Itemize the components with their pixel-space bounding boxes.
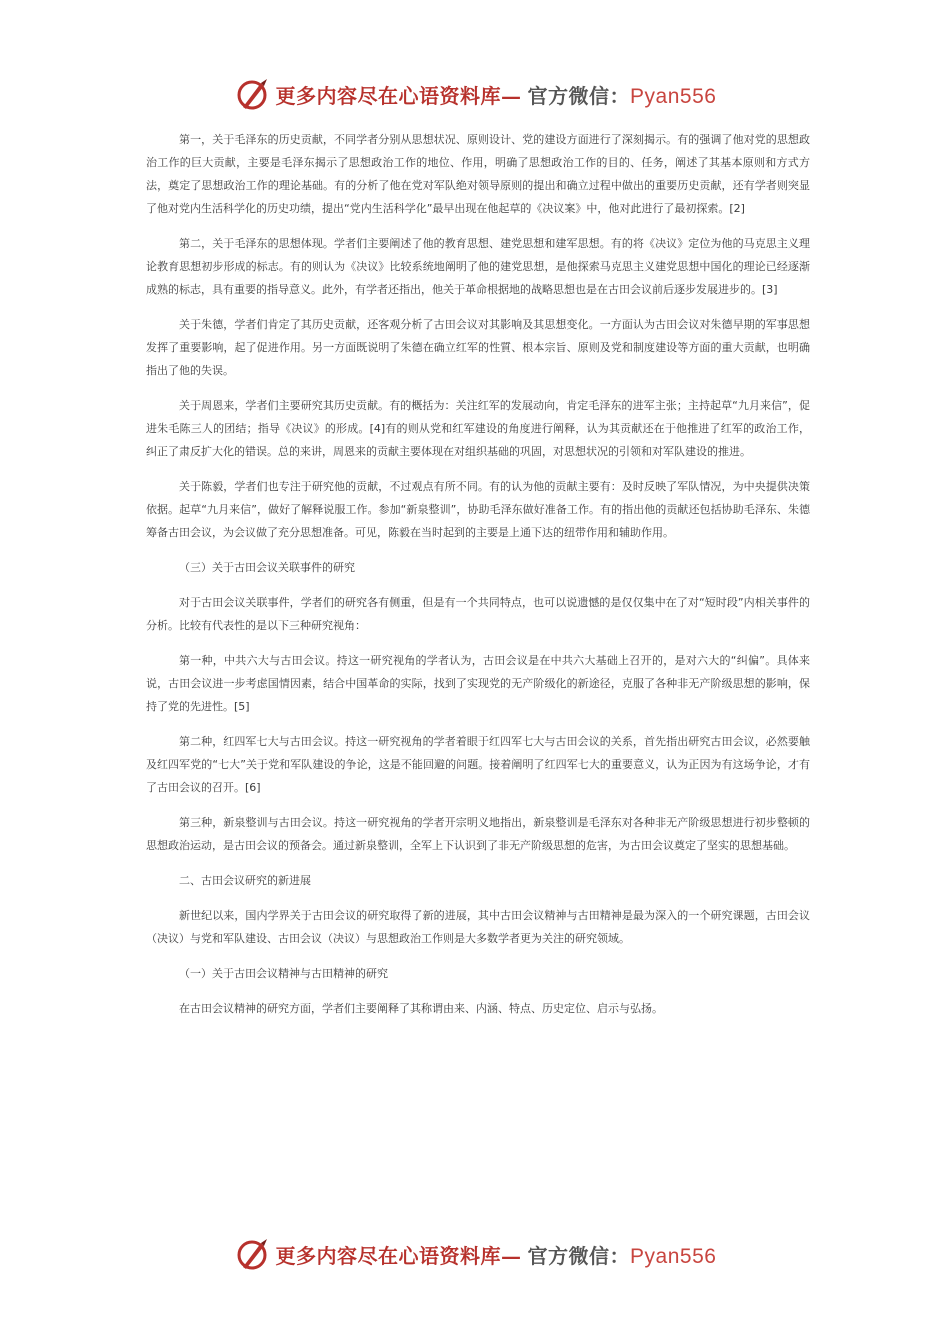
- section-heading: （一）关于古田会议精神与古田精神的研究: [179, 967, 388, 980]
- paragraph: 在古田会议精神的研究方面，学者们主要阐释了其称谓由来、内涵、特点、历史定位、启示与弘扬。: [179, 1002, 663, 1015]
- footer-banner: [0, 1232, 950, 1276]
- paragraph: 第三种，新泉整训与古田会议。持这一研究视角的学者开宗明义地指出，新泉整训是毛泽东对各种非无产阶级思想进行初步整顿的思想政治运动，是古田会议的预备会。通过新泉整训，全军上下认识到了非无产阶级思想的危害，为古田会议奠定了坚实的思想基础。: [146, 816, 810, 852]
- banner-title: 更多内容尽在心语资料库—: [275, 1243, 522, 1268]
- section-heading: （三）关于古田会议关联事件的研究: [179, 561, 355, 574]
- quill-logo-icon: [234, 76, 270, 112]
- paragraph: 关于朱德，学者们肯定了其历史贡献，还客观分析了古田会议对其影响及其思想变化。一方面认为古田会议对朱德早期的军事思想发挥了重要影响，起了促进作用。另一方面既说明了朱德在确立红军的性質、根本宗旨、原则及党和制度建设等方面的重大贡献，也明确指出了他的失误。: [146, 318, 810, 377]
- paragraph: 第一，关于毛泽东的历史贡献，不同学者分别从思想状况、原则设计、党的建设方面进行了深刻揭示。有的强调了他对党的思想政治工作的巨大贡献，主要是毛泽东揭示了思想政治工作的地位、作用，明确了思想政治工作的目的、任务，阐述了其基本原则和方式方法，奠定了思想政治工作的理论基础。有的分析了他在党对军队绝对领导原则的提出和确立过程中做出的重要历史贡献，还有学者则突显了他对党内生活科学化的历史功绩，提出“党内生活科学化”最早出现在他起草的《决议案》中，他对此进行了最初探索。[2]: [146, 133, 810, 215]
- banner-wechat-label: 官方微信：: [527, 83, 631, 108]
- header-banner: [0, 72, 950, 116]
- paragraph: 第二种，红四军七大与古田会议。持这一研究视角的学者着眼于红四军七大与古田会议的关系，首先指出研究古田会议，必然要触及红四军党的“七大”关于党和军队建设的争论，这是不能回避的问题。接着阐明了红四军七大的重要意义，认为正因为有这场争论，才有了古田会议的召开。[6]: [146, 735, 810, 794]
- paragraph: 对于古田会议关联事件，学者们的研究各有侧重，但是有一个共同特点，也可以说遗憾的是仅仅集中在了对“短时段”内相关事件的分析。比较有代表性的是以下三种研究视角：: [146, 596, 810, 632]
- banner-account: Pyan556: [630, 1244, 717, 1268]
- banner-wechat-label: 官方微信：: [527, 1243, 631, 1268]
- banner-account: Pyan556: [630, 84, 717, 108]
- paragraph: 第一种，中共六大与古田会议。持这一研究视角的学者认为，古田会议是在中共六大基础上召开的，是对六大的“纠偏”。具体来说，古田会议进一步考虑国情因素，结合中国革命的实际，找到了实现党的无产阶级化的新途径，克服了各种非无产阶级思想的影响，保持了党的先进性。[5]: [146, 654, 810, 713]
- document-body: [146, 128, 810, 1032]
- section-heading: 二、古田会议研究的新进展: [179, 874, 311, 887]
- paragraph: 关于陈毅，学者们也专注于研究他的贡献，不过观点有所不同。有的认为他的贡献主要有：及时反映了军队情况，为中央提供决策依据。起草“九月来信”，做好了解释说服工作。参加“新泉整训”，协助毛泽东做好准备工作。有的指出他的贡献还包括协助毛泽东、朱德筹备古田会议，为会议做了充分思想准备。可见，陈毅在当时起到的主要是上通下达的纽带作用和辅助作用。: [146, 480, 810, 539]
- banner-title: 更多内容尽在心语资料库—: [275, 83, 522, 108]
- quill-logo-icon: [234, 1236, 270, 1272]
- paragraph: 关于周恩来，学者们主要研究其历史贡献。有的概括为：关注红军的发展动向，肯定毛泽东的进军主张；主持起草“九月来信”，促进朱毛陈三人的团结；指导《决议》的形成。[4]有的则从党和红军建设的角度进行阐释，认为其贡献还在于他推进了红军的政治工作，纠正了肃反扩大化的错误。总的来讲，周恩来的贡献主要体现在对组织基础的巩固，对思想状况的引领和对军队建设的推进。: [146, 399, 810, 458]
- paragraph: 新世纪以来，国内学界关于古田会议的研究取得了新的进展，其中古田会议精神与古田精神是最为深入的一个研究课题，古田会议（决议）与党和军队建设、古田会议（决议）与思想政治工作则是大多数学者更为关注的研究领域。: [146, 909, 810, 945]
- paragraph: 第二，关于毛泽东的思想体现。学者们主要阐述了他的教育思想、建党思想和建军思想。有的将《决议》定位为他的马克思主义理论教育思想初步形成的标志。有的则认为《决议》比较系统地阐明了他的建党思想，是他探索马克思主义建党思想中国化的理论已经逐渐成熟的标志，具有重要的指导意义。此外，有学者还指出，他关于革命根据地的战略思想也是在古田会议前后逐步发展进步的。[3]: [146, 237, 810, 296]
